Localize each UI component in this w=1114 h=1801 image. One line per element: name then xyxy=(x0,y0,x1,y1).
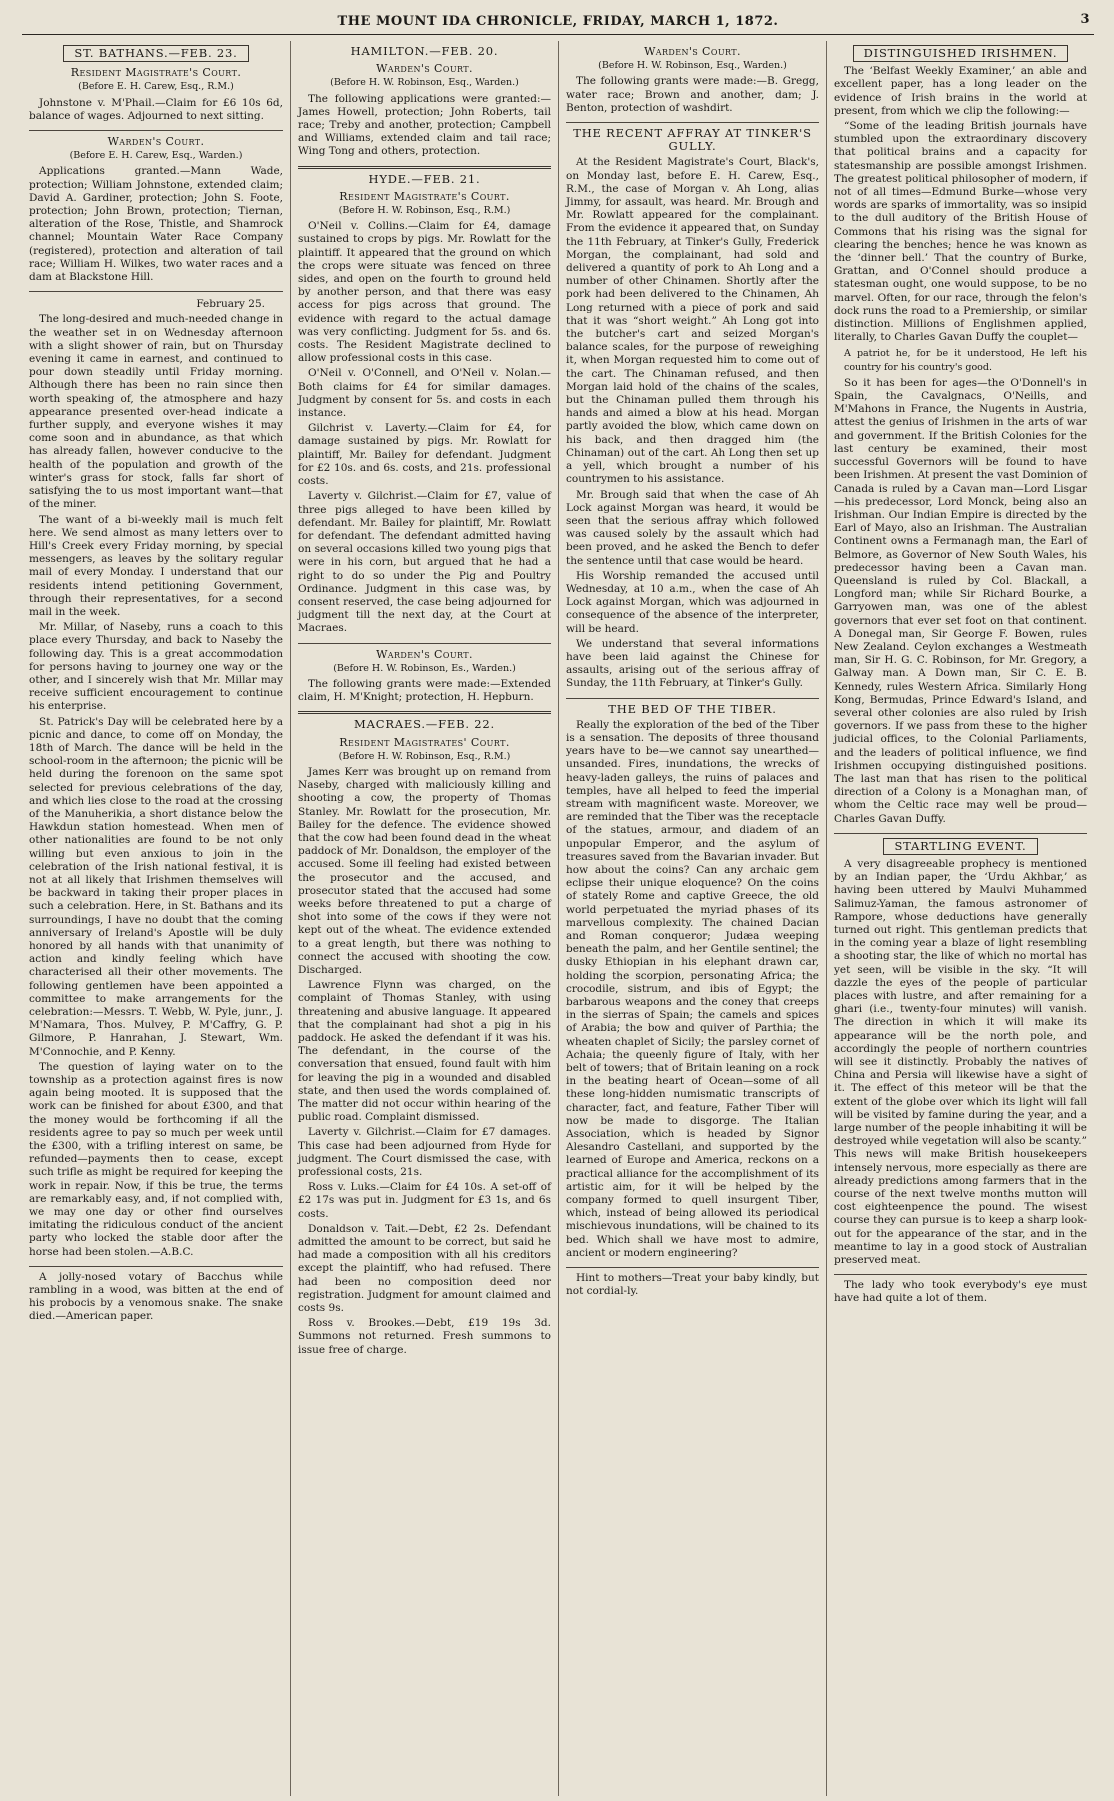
columns xyxy=(22,41,1094,1796)
article-heading: DISTINGUISHED IRISHMEN. xyxy=(834,45,1087,62)
court-before: (Before E. H. Carew, Esq., R.M.) xyxy=(78,81,234,93)
divider xyxy=(298,643,551,644)
paragraph: O'Neil v. Collins.—Claim for £4, damage sustained to crops by pigs. Mr. Rowlatt for the plaintiff. It appeared that the ground on which the crops were situate was fenced on three sides, and open on the fourth to ground held by another person, and that there was easy access for pigs across that ground. The evidence with regard to the actual damage was very conflicting. Judgment for 5s. and 6s. costs. The Resident Magistrate declined to allow professional costs in this case. xyxy=(298,220,551,365)
article-heading: THE RECENT AFFRAY AT TINKER'S GULLY. xyxy=(573,126,812,154)
masthead-title: THE MOUNT IDA CHRONICLE, FRIDAY, MARCH 1, 1872. xyxy=(337,13,779,29)
paragraph: The following applications were granted:—James Howell, protection; John Roberts, tail race; Treby and another, protection; Campbell and Williams, extended claim and tail race; Wing Tong and others, protection. xyxy=(298,92,551,158)
dateline: February 25. xyxy=(196,298,265,311)
paragraph: The long-desired and much-needed change in the weather set in on Wednesday afternoon with a slight shower of rain, but on Thursday evening it came in earnest, and continued to pour down steadily until Friday morning. Although there has been no rain since then worth speaking of, the atmosphere and hazy appearance presented over-head indicate a further supply, and everyone wishes it may come soon and in abundance, as that which has already fallen, however conducive to the health of the population and growth of the winter's grass for stock, falls far short of satisfying the to us most important want—that of the miner. xyxy=(29,313,283,511)
article-heading: ST. BATHANS.—FEB. 23. xyxy=(29,45,283,62)
court-heading: Resident Magistrate's Court. xyxy=(339,189,510,203)
column-4 xyxy=(826,41,1094,1796)
paragraph: Johnstone v. M'Phail.—Claim for £6 10s 6d, balance of wages. Adjourned to next sitting. xyxy=(29,96,283,122)
paragraph: Mr. Brough said that when the case of Ah Lock against Morgan was heard, it would be seen that the serious affray which followed was caused solely by the assault which had been proved, and he asked the Bench to defer the sentence until that case would be heard. xyxy=(566,488,819,567)
page-number: 3 xyxy=(1080,12,1090,27)
paragraph: At the Resident Magistrate's Court, Black's, on Monday last, before E. H. Carew, Esq., R.M., the case of Morgan v. Ah Long, alias Jimmy, for assault, was heard. Mr. Brough and Mr. Rowlatt appeared for the complainant. From the evidence it appeared that, on Sunday the 11th February, at Tinker's Gully, Frederick Morgan, the complainant, had sold and delivered a quantity of pork to Ah Long and a number of other Chinamen. Shortly after the pork had been delivered to the Chinamen, Ah Long returned with a piece of pork and said that it was “short weight.” Ah Long got into the butcher's cart and seized Morgan's balance scales, for the purpose of reweighing it, when Morgan requested him to come out of the cart. The Chinaman refused, and then Morgan laid hold of the chains of the scales, but the Chinaman pulled them through his hands and aimed a blow at his head. Morgan partly avoided the blow, which came down on his back, and then dragged him (the Chinaman) out of the cart. Ah Long then set up a yell, which brought a number of his countrymen to his assistance. xyxy=(566,156,819,486)
divider xyxy=(834,1274,1087,1275)
paragraph: James Kerr was brought up on remand from Naseby, charged with maliciously killing and shooting a cow, the property of Thomas Stanley. Mr. Rowlatt for the prosecution, Mr. Bailey for the defence. The evidence showed that the cow had been found dead in the wheat paddock of Mr. Donaldson, the employer of the accused. Some ill feeling had existed between the prosecutor and the accused, and prosecutor stated that the accused had some weeks before threatened to put a charge of shot into some of the cows if they were not kept out of the wheat. The evidence extended to a great length, but there was nothing to connect the accused with shooting the cow. Discharged. xyxy=(298,765,551,976)
paragraph: Donaldson v. Tait.—Debt, £2 2s. Defendant admitted the amount to be correct, but said he had made a composition with all his creditors except the plaintiff, who had refused. There had been no composition deed nor registration. Judgment for amount claimed and costs 9s. xyxy=(298,1222,551,1315)
court-heading: Warden's Court. xyxy=(644,45,741,58)
divider xyxy=(29,1266,283,1267)
paragraph: The following grants were made:—B. Gregg, water race; Brown and another, dam; J. Benton, protection of washdirt. xyxy=(566,75,819,114)
court-before: (Before H. W. Robinson, Es., Warden.) xyxy=(333,662,516,674)
paragraph: The ‘Belfast Weekly Examiner,’ an able and excellent paper, has a long leader on the evidence of Irish brains in the world at present, from which we clip the following:— xyxy=(834,65,1087,117)
divider xyxy=(29,130,283,131)
paragraph: We understand that several informations have been laid against the Chinese for assaults, arising out of the serious affray of Sunday, the 11th February, at Tinker's Gully. xyxy=(566,637,819,690)
paragraph: Really the exploration of the bed of the Tiber is a sensation. The deposits of three thousand years have to be—we cannot say unearthed—unsanded. Fires, inundations, the wrecks of heavy-laden galleys, the ruins of palaces and temples, have all helped to feed the imperial stream with magnificent waste. Moreover, we are reminded that the Tiber was the receptacle of the statues, armour, and diadem of an unpopular Emperor, and the asylum of treasures saved from the Bavarian invader. But how about the coins? Can any archaic gem eclipse their unique eloquence? On the coins of stately Rome and captive Greece, the old world perpetuated the myriad phases of its marvellous complexity. The chained Dacian and Roman conqueror; Judæa weeping beneath the palm, and her Gentile sentinel; the dusky Ethiopian in his elephant drawn car, holding the scorpion, personating Africa; the crocodile, sistrum, and ibis of Egypt; the barbarous weapons and the coney that creeps in the sierras of Spain; the camels and spices of Arabia; the bow and quiver of Parthia; the wheaten chaplet of Sicily; the parsley cornet of Achaia; the queenly figure of Italy, with her belt of towers; that of Britain leaning on a rock in the beating heart of Ocean—some of all these long-hidden numismatic transcripts of character, fact, and feature, Father Tiber will now be made to disgorge. The Italian Association, which is headed by Signor Alesandro Castellani, and supported by the learned of Europe and America, reckons on a practical alliance for the accomplishment of its artistic aim, for it will be helped by the company formed to quell insurgent Tiber, which, instead of being allowed its periodical mischievous inundations, will be chained to its bed. Which shall we have most to admire, ancient or modern engineering? xyxy=(566,718,819,1259)
paragraph: The want of a bi-weekly mail is much felt here. We send almost as many letters over to Hill's Creek every Friday morning, by special messengers, as leaves by the solitary regular mail of every Monday. I understand that our residents intend petitioning Government, through their representatives, for a second mail in the week. xyxy=(29,513,283,618)
paragraph: “Some of the leading British journals have stumbled upon the extraordinary discovery that political brains and a capacity for statesmanship are possible amongst Irishmen. The greatest political philosopher of modern, if not of all times—Edmund Burke—whose very words are sparks of immortality, was so insipid to the dull auditory of the British House of Commons that his rising was the signal for clearing the benches; hence he was known as the ‘dinner bell.’ That the country of Burke, Grattan, and O'Connel should produce a statesman ought, one would suppose, to be no marvel. Often, for our race, through the felon's dock runs the road to a Premiership, or similar distinction. Millions of Englishmen applied, literally, to Charles Gavan Duffy the couplet— xyxy=(834,120,1087,344)
court-before: (Before H. W. Robinson, Esq., Warden.) xyxy=(330,77,519,89)
paragraph: A very disagreeable prophecy is mentioned by an Indian paper, the ‘Urdu Akhbar,’ as having been uttered by Maulvi Muhammed Salimuz-Yaman, the famous astronomer of Rampore, whose deductions have generally turned out right. This gentleman predicts that in the coming year a blaze of light resembling a shooting star, the like of which no mortal has yet seen, will be visible in the sky. “It will dazzle the eyes of the people of particular places with lustre, and after remaining for a ghari (i.e., twenty-four minutes) will vanish. The direction in which it will make its appearance will be the north pole, and accordingly the people of northern countries will see it distinctly. Probably the natives of China and Persia will likewise have a sight of it. The effect of this meteor will be that the extent of the globe over which its light will fall will be visited by famine during the year, and a large number of the people inhabiting it will be destroyed while vegetation will also be scanty.” This news will make British housekeepers intensely nervous, more especially as there are already predictions among farmers that in the course of the next twelve months mutton will cost eighteenpence the pound. The wisest course they can pursue is to keep a sharp look-out for the appearance of the star, and in the meantime to lay in a good stock of Australian preserved meat. xyxy=(834,857,1087,1267)
paragraph: Lawrence Flynn was charged, on the complaint of Thomas Stanley, with using threatening and abusive language. It appeared that the complainant had shot a pig in his paddock. He asked the defendant if it was his. The defendant, in the course of the conversation that ensued, found fault with him for leaving the pig in a wounded and disabled state, and then used the words complained of. The matter did not occur within hearing of the public road. Complaint dismissed. xyxy=(298,979,551,1124)
court-before: (Before E. H. Carew, Esq., Warden.) xyxy=(69,150,243,162)
paragraph: O'Neil v. O'Connell, and O'Neil v. Nolan.—Both claims for £4 for similar damages. Judgment by consent for 5s. and costs in each instance. xyxy=(298,367,551,420)
paragraph: Laverty v. Gilchrist.—Claim for £7 damages. This case had been adjourned from Hyde for judgment. The Court dismissed the case, with professional costs, 21s. xyxy=(298,1126,551,1179)
divider xyxy=(566,122,819,123)
divider xyxy=(298,166,551,169)
paragraph: The following grants were made:—Extended claim, H. M'Knight; protection, H. Hepburn. xyxy=(298,677,551,704)
paragraph: The question of laying water on to the township as a protection against fires is now again being mooted. It is supposed that the work can be finished for about £300, and that the money would be forthcoming if all the residents agree to pay so much per week until the £300, with a trifling interest on same, be refunded—payments then to cease, except such trifle as might be required for keeping the work in repair. Now, if this be true, the terms are remarkably easy, and, if not complied with, we may one day or other find ourselves imitating the ridiculous conduct of the ancient party who locked the stable door after the horse had been stolen.—A.B.C. xyxy=(29,1060,283,1258)
paragraph: So it has been for ages—the O'Donnell's in Spain, the Cavalgnacs, O'Neills, and M'Mahons in France, the Nugents in Austria, attest the genius of Irishmen in the arts of war and government. If the British Colonies for the last century be examined, their most successful Governors will be found to have been Irishmen. At present the vast Dominion of Canada is ruled by a Cavan man—Lord Lisgar—his predecessor, Lord Monck, being also an Irishman. Our Indian Empire is directed by the Earl of Mayo, also an Irishman. The Australian Continent owns a Fermanagh man, the Earl of Belmore, as Governor of New South Wales, his predecessor having been a Cavan man. Queensland is ruled by Col. Blackall, a Longford man; while Sir Richard Bourke, a Garryowen man, was one of the ablest governors that ever set foot on that continent. A Donegal man, Sir George F. Bowen, rules New Zealand. Ceylon exchanges a Westmeath man, Sir H. G. C. Robinson, for Mr. Gregory, a Galway man. A Down man, Sir C. E. B. Kennedy, rules Western Africa. Similarly Hong Kong, Bermudas, Prince Edward's Island, and several other colonies are also ruled by Irish governors. If we pass from these to the higher judicial offices, to the Colonial Parliaments, and the leaders of political influence, we find Irishmen occupying distinguished positions. The last man that has risen to the political direction of a Colony is a Monaghan man, of whom the Celtic race may well be proud—Charles Gavan Duffy. xyxy=(834,376,1087,825)
paragraph: Hint to mothers—Treat your baby kindly, but not cordial-ly. xyxy=(566,1272,819,1298)
paragraph: Ross v. Brookes.—Debt, £19 19s 3d. Summons not returned. Fresh summons to issue free of charge. xyxy=(298,1317,551,1356)
article-heading: MACRAES.—FEB. 22. xyxy=(354,717,495,732)
verse-quote: A patriot he, for be it understood, He left his country for his country's good. xyxy=(844,348,1087,373)
paragraph: Laverty v. Gilchrist.—Claim for £7, value of three pigs alleged to have been killed by defendant. Mr. Bailey for plaintiff, Mr. Rowlatt for defendant. The defendant admitted having on several occasions killed two young pigs that were in his corn, but argued that he had a right to do so under the Pig and Poultry Ordinance. Judgment in this case was, by consent reserved, the case being adjourned for judgment till the next day, at the Court at Macraes. xyxy=(298,490,551,635)
article-heading: THE BED OF THE TIBER. xyxy=(608,701,777,716)
masthead xyxy=(22,8,1094,35)
paragraph: Applications granted.—Mann Wade, protection; William Johnstone, extended claim; David A. Gardiner, protection; John S. Foote, protection; John Brown, protection; Tiernan, alteration of the Rose, Thistle, and Shamrock channel; Mountain Water Race Company (registered), protection and alteration of tail race; William H. Wilkes, two water races and a dam at Blackstone Hill. xyxy=(29,165,283,284)
column-2 xyxy=(290,41,558,1796)
court-heading: Warden's Court. xyxy=(107,135,205,149)
paragraph: Gilchrist v. Laverty.—Claim for £4, for damage sustained by pigs. Mr. Rowlatt for plaintiff, Mr. Bailey for defendant. Judgment for £2 10s. and 6s. costs, and 21s. professional costs. xyxy=(298,422,551,488)
divider xyxy=(298,711,551,714)
paragraph: Mr. Millar, of Naseby, runs a coach to this place every Thursday, and back to Naseby the following day. This is a great accommodation for persons having to journey one way or the other, and I sincerely wish that Mr. Millar may receive sufficient encouragement to continue his enterprise. xyxy=(29,621,283,713)
court-heading: Resident Magistrates' Court. xyxy=(339,735,510,749)
column-3 xyxy=(558,41,826,1796)
column-1 xyxy=(22,41,290,1796)
article-heading: STARTLING EVENT. xyxy=(834,838,1087,855)
paragraph: Ross v. Luks.—Claim for £4 10s. A set-off of £2 17s was put in. Judgment for £3 1s, and 6s costs. xyxy=(298,1181,551,1220)
paragraph: The lady who took everybody's eye must have had quite a lot of them. xyxy=(834,1279,1087,1305)
paragraph: His Worship remanded the accused until Wednesday, at 10 a.m., when the case of Ah Lock against Morgan, which was adjourned in consequence of the absence of the interpreter, will be heard. xyxy=(566,569,819,635)
divider xyxy=(566,1267,819,1268)
court-heading: Warden's Court. xyxy=(376,62,473,76)
court-before: (Before H. W. Robinson, Esq., R.M.) xyxy=(338,750,511,762)
court-before: (Before H. W. Robinson, Esq., R.M.) xyxy=(338,205,511,217)
court-before: (Before H. W. Robinson, Esq., Warden.) xyxy=(598,60,787,72)
court-heading: Warden's Court. xyxy=(376,647,473,661)
paragraph: A jolly-nosed votary of Bacchus while rambling in a wood, was bitten at the end of his probocis by a venomous snake. The snake died.—American paper. xyxy=(29,1270,283,1323)
divider xyxy=(834,833,1087,834)
divider xyxy=(566,698,819,699)
paragraph: St. Patrick's Day will be celebrated here by a picnic and dance, to come off on Monday, the 18th of March. The dance will be held in the school-room in the afternoon; the picnic will be held during the forenoon on the same spot selected for previous celebrations of the day, and which lies close to the road at the crossing of the Manuherikia, a short distance below the Hawkdun station homestead. When men of other nationalities are found to be not only willing but even anxious to join in the celebration of the Irish national festival, it is not at all likely that Irishmen themselves will be backward in taking their proper places in such a celebration. Here, in St. Bathans and its surroundings, I have no doubt that the coming anniversary of Ireland's Apostle will be duly honored by all hands with that unanimity of action and kindly feeling which have characterised all their other movements. The following gentlemen have been appointed a committee to make arrangements for the celebration:—Messrs. T. Webb, W. Pyle, junr., J. M'Namara, Thos. Mulvey, P. M'Caffry, G. P. Gilmore, P. Hanrahan, J. Stewart, Wm. M'Connochie, and P. Kenny. xyxy=(29,715,283,1058)
article-heading: HYDE.—FEB. 21. xyxy=(368,171,481,186)
court-heading: Resident Magistrate's Court. xyxy=(70,66,242,80)
article-heading: HAMILTON.—FEB. 20. xyxy=(350,44,499,58)
divider xyxy=(29,291,283,292)
